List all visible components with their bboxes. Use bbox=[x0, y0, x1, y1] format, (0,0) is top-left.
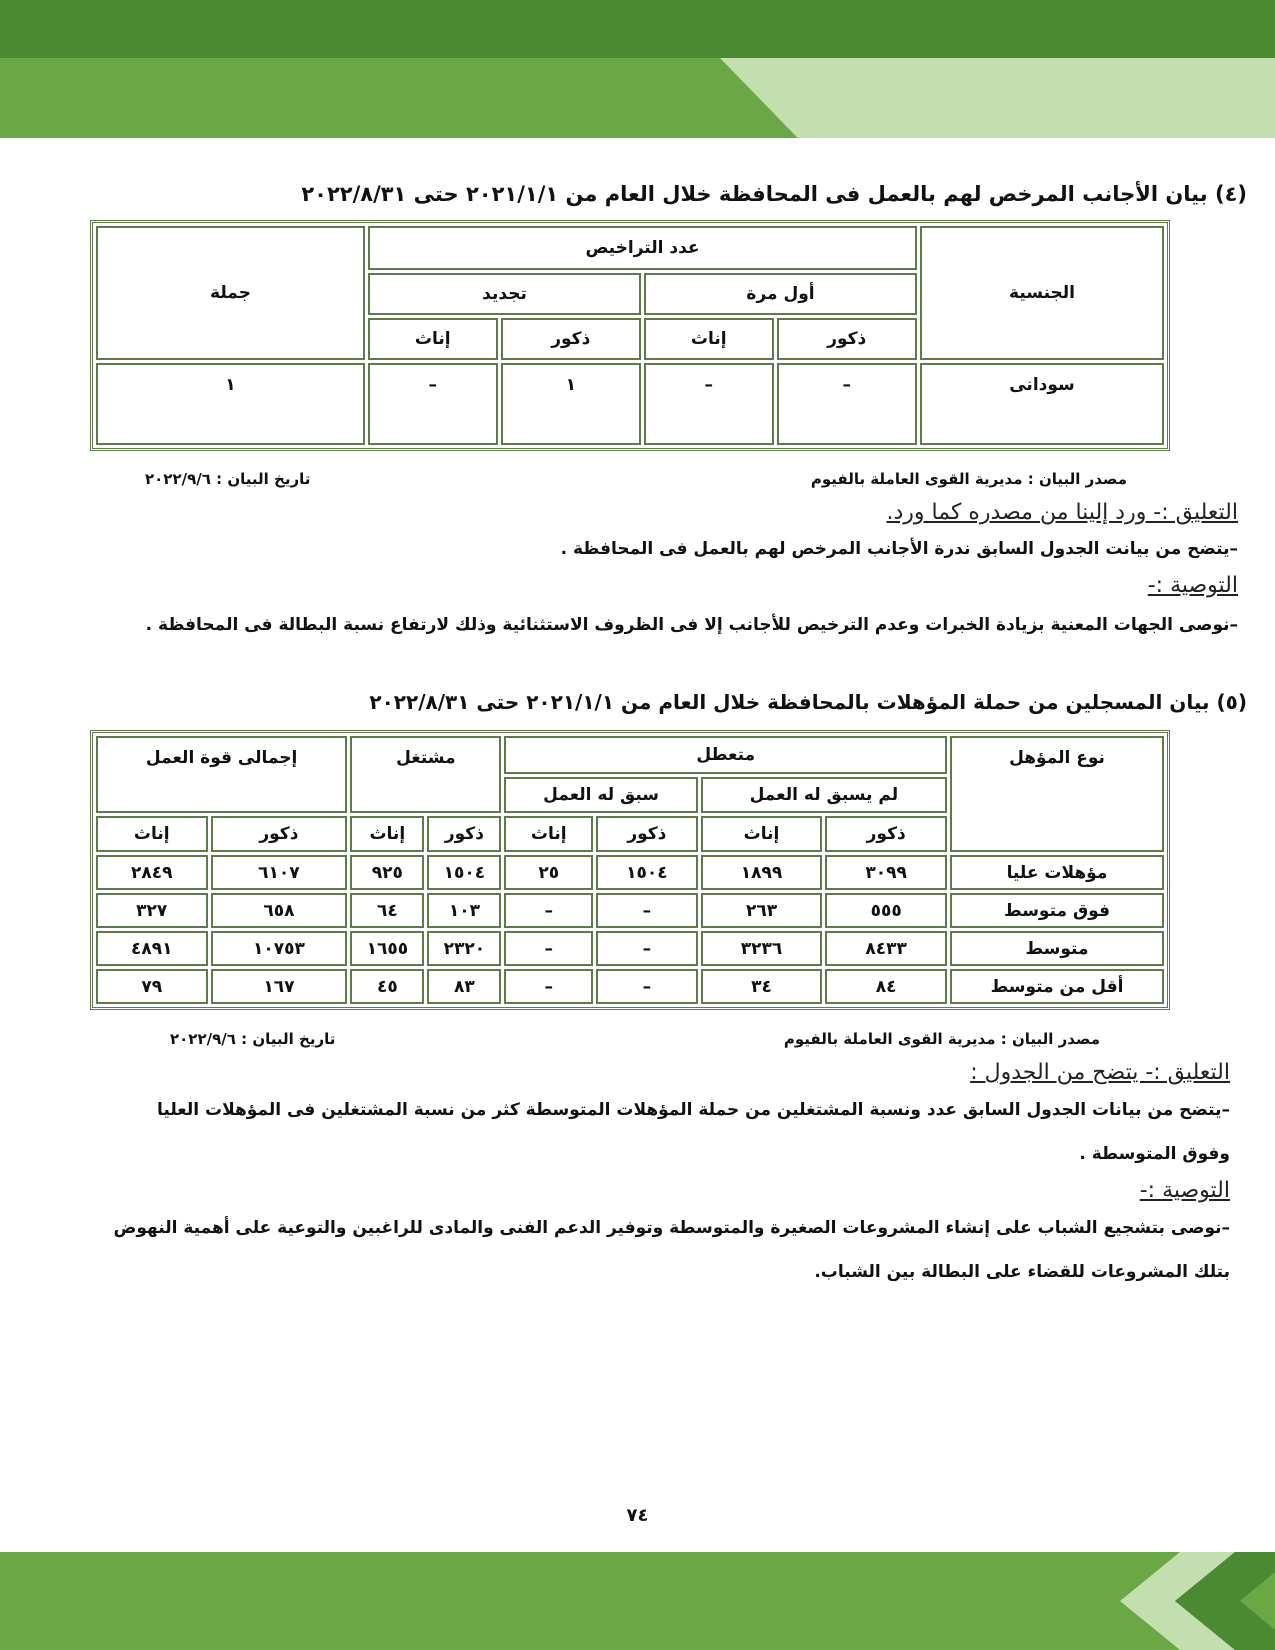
section5-recommendation-text: –نوصى بتشجيع الشباب على إنشاء المشروعات الصغيرة والمتوسطة وتوفير الدعم الفنى والمادى للراغبين والتوعية على أهمية النهوض بتلك المشروعات للقضاء على البطالة بين الشباب. bbox=[113, 1218, 1230, 1282]
section4-source: مصدر البيان : مديرية القوى العاملة بالفيوم bbox=[810, 470, 1127, 488]
col-female: إناث bbox=[350, 816, 424, 852]
col-first-time: أول مرة bbox=[644, 273, 917, 315]
cell-type: مؤهلات عليا bbox=[950, 855, 1164, 890]
cell-value: – bbox=[596, 893, 698, 928]
col-male: ذكور bbox=[427, 816, 501, 852]
cell-value: ٣٢٧ bbox=[96, 893, 208, 928]
cell-value: ٦٤ bbox=[350, 893, 424, 928]
section5-recommendation-heading: التوصية :- bbox=[1139, 1178, 1230, 1203]
col-previously-worked: سبق له العمل bbox=[504, 777, 697, 813]
cell-value: ١٨٩٩ bbox=[701, 855, 823, 890]
table-row bbox=[96, 969, 1164, 1004]
footer-chevrons-icon bbox=[1060, 1552, 1275, 1650]
cell-type: أقل من متوسط bbox=[950, 969, 1164, 1004]
cell-value: ٧٩ bbox=[96, 969, 208, 1004]
cell-value: ٣٢٣٦ bbox=[701, 931, 823, 966]
col-male: ذكور bbox=[596, 816, 698, 852]
col-licenses-count: عدد التراخيص bbox=[368, 226, 917, 270]
section4-comment-text: –يتضح من بيانت الجدول السابق ندرة الأجانب المرخص لهم بالعمل فى المحافظة . bbox=[560, 539, 1238, 559]
header-band-light bbox=[720, 58, 1275, 138]
table-row bbox=[96, 893, 1164, 928]
col-male: ذكور bbox=[211, 816, 348, 852]
cell-nationality: سودانى bbox=[920, 363, 1164, 445]
cell-value: ٥٥٥ bbox=[825, 893, 947, 928]
cell-value: ١٠٧٥٣ bbox=[211, 931, 348, 966]
col-renewal: تجديد bbox=[368, 273, 641, 315]
col-female: إناث bbox=[504, 816, 593, 852]
col-nationality: الجنسية bbox=[920, 226, 1164, 360]
section4-date: تاريخ البيان : ٢٠٢٢/٩/٦ bbox=[145, 470, 311, 488]
section4-comment-heading: التعليق :- ورد إلينا من مصدره كما ورد. bbox=[886, 500, 1238, 525]
cell-value: ١٥٠٤ bbox=[596, 855, 698, 890]
cell-value: – bbox=[504, 969, 593, 1004]
cell-value: – bbox=[504, 893, 593, 928]
cell-value: ٨٤٣٣ bbox=[825, 931, 947, 966]
cell-value: ٣٠٩٩ bbox=[825, 855, 947, 890]
cell-value: ١٠٣ bbox=[427, 893, 501, 928]
col-renew-male: ذكور bbox=[501, 318, 642, 360]
cell-value: ٢٨٤٩ bbox=[96, 855, 208, 890]
section5-title: (٥) بيان المسجلين من حملة المؤهلات بالمحافظة خلال العام من ٢٠٢١/١/١ حتى ٢٠٢٢/٨/٣١ bbox=[369, 690, 1247, 714]
col-renew-female: إناث bbox=[368, 318, 498, 360]
cell-value: ٩٢٥ bbox=[350, 855, 424, 890]
section5-date: تاريخ البيان : ٢٠٢٢/٩/٦ bbox=[170, 1030, 336, 1048]
cell-first-male: – bbox=[777, 363, 918, 445]
cell-value: – bbox=[596, 931, 698, 966]
cell-value: ١٦٥٥ bbox=[350, 931, 424, 966]
cell-type: فوق متوسط bbox=[950, 893, 1164, 928]
col-labor-force-total: إجمالى قوة العمل bbox=[96, 736, 347, 813]
qualifications-table bbox=[90, 730, 1170, 1010]
table-row bbox=[96, 855, 1164, 890]
cell-value: ٢٣٢٠ bbox=[427, 931, 501, 966]
section5-source: مصدر البيان : مديرية القوى العاملة بالفيوم bbox=[783, 1030, 1100, 1048]
section5-comment-heading: التعليق :- يتضح من الجدول : bbox=[970, 1060, 1230, 1085]
cell-renew-female: – bbox=[368, 363, 498, 445]
cell-value: ٦١٠٧ bbox=[211, 855, 348, 890]
cell-type: متوسط bbox=[950, 931, 1164, 966]
section4-table-wrap bbox=[90, 220, 1170, 451]
cell-value: ١٥٠٤ bbox=[427, 855, 501, 890]
cell-value: ٨٤ bbox=[825, 969, 947, 1004]
cell-value: ٦٥٨ bbox=[211, 893, 348, 928]
col-female: إناث bbox=[701, 816, 823, 852]
col-total: جملة bbox=[96, 226, 365, 360]
cell-value: ١٦٧ bbox=[211, 969, 348, 1004]
header-band-dark bbox=[0, 0, 1275, 58]
col-female: إناث bbox=[96, 816, 208, 852]
cell-total: ١ bbox=[96, 363, 365, 445]
table-row bbox=[96, 363, 1164, 445]
section5-comment-text: –يتضح من بيانات الجدول السابق عدد ونسبة المشتغلين من حملة المؤهلات المتوسطة كثر من نسبة المشتغلين فى المؤهلات العليا وفوق المتوسطة . bbox=[157, 1100, 1230, 1164]
cell-value: ٨٣ bbox=[427, 969, 501, 1004]
col-qualification-type: نوع المؤهل bbox=[950, 736, 1164, 852]
cell-renew-male: ١ bbox=[501, 363, 642, 445]
cell-value: ٢٥ bbox=[504, 855, 593, 890]
col-never-worked: لم يسبق له العمل bbox=[701, 777, 947, 813]
section4-title: (٤) بيان الأجانب المرخص لهم بالعمل فى المحافظة خلال العام من ٢٠٢١/١/١ حتى ٢٠٢٢/٨/٣١ bbox=[301, 182, 1247, 206]
section5-table-wrap bbox=[90, 730, 1170, 1010]
section4-recommendation-text: –نوصى الجهات المعنية بزيادة الخبرات وعدم الترخيص للأجانب إلا فى الظروف الاستثنائية وذلك لارتفاع نسبة البطالة فى المحافظة . bbox=[145, 615, 1238, 635]
cell-value: ٣٤ bbox=[701, 969, 823, 1004]
foreign-licenses-table bbox=[90, 220, 1170, 451]
col-employed: مشتغل bbox=[350, 736, 501, 813]
cell-value: – bbox=[596, 969, 698, 1004]
cell-value: ٤٨٩١ bbox=[96, 931, 208, 966]
section4-recommendation-heading: التوصية :- bbox=[1147, 573, 1238, 598]
col-first-female: إناث bbox=[644, 318, 773, 360]
table-row bbox=[96, 931, 1164, 966]
page-number: ٧٤ bbox=[626, 1505, 649, 1526]
col-first-male: ذكور bbox=[777, 318, 918, 360]
col-unemployed: متعطل bbox=[504, 736, 947, 774]
cell-first-female: – bbox=[644, 363, 773, 445]
cell-value: – bbox=[504, 931, 593, 966]
cell-value: ٢٦٣ bbox=[701, 893, 823, 928]
col-male: ذكور bbox=[825, 816, 947, 852]
cell-value: ٤٥ bbox=[350, 969, 424, 1004]
